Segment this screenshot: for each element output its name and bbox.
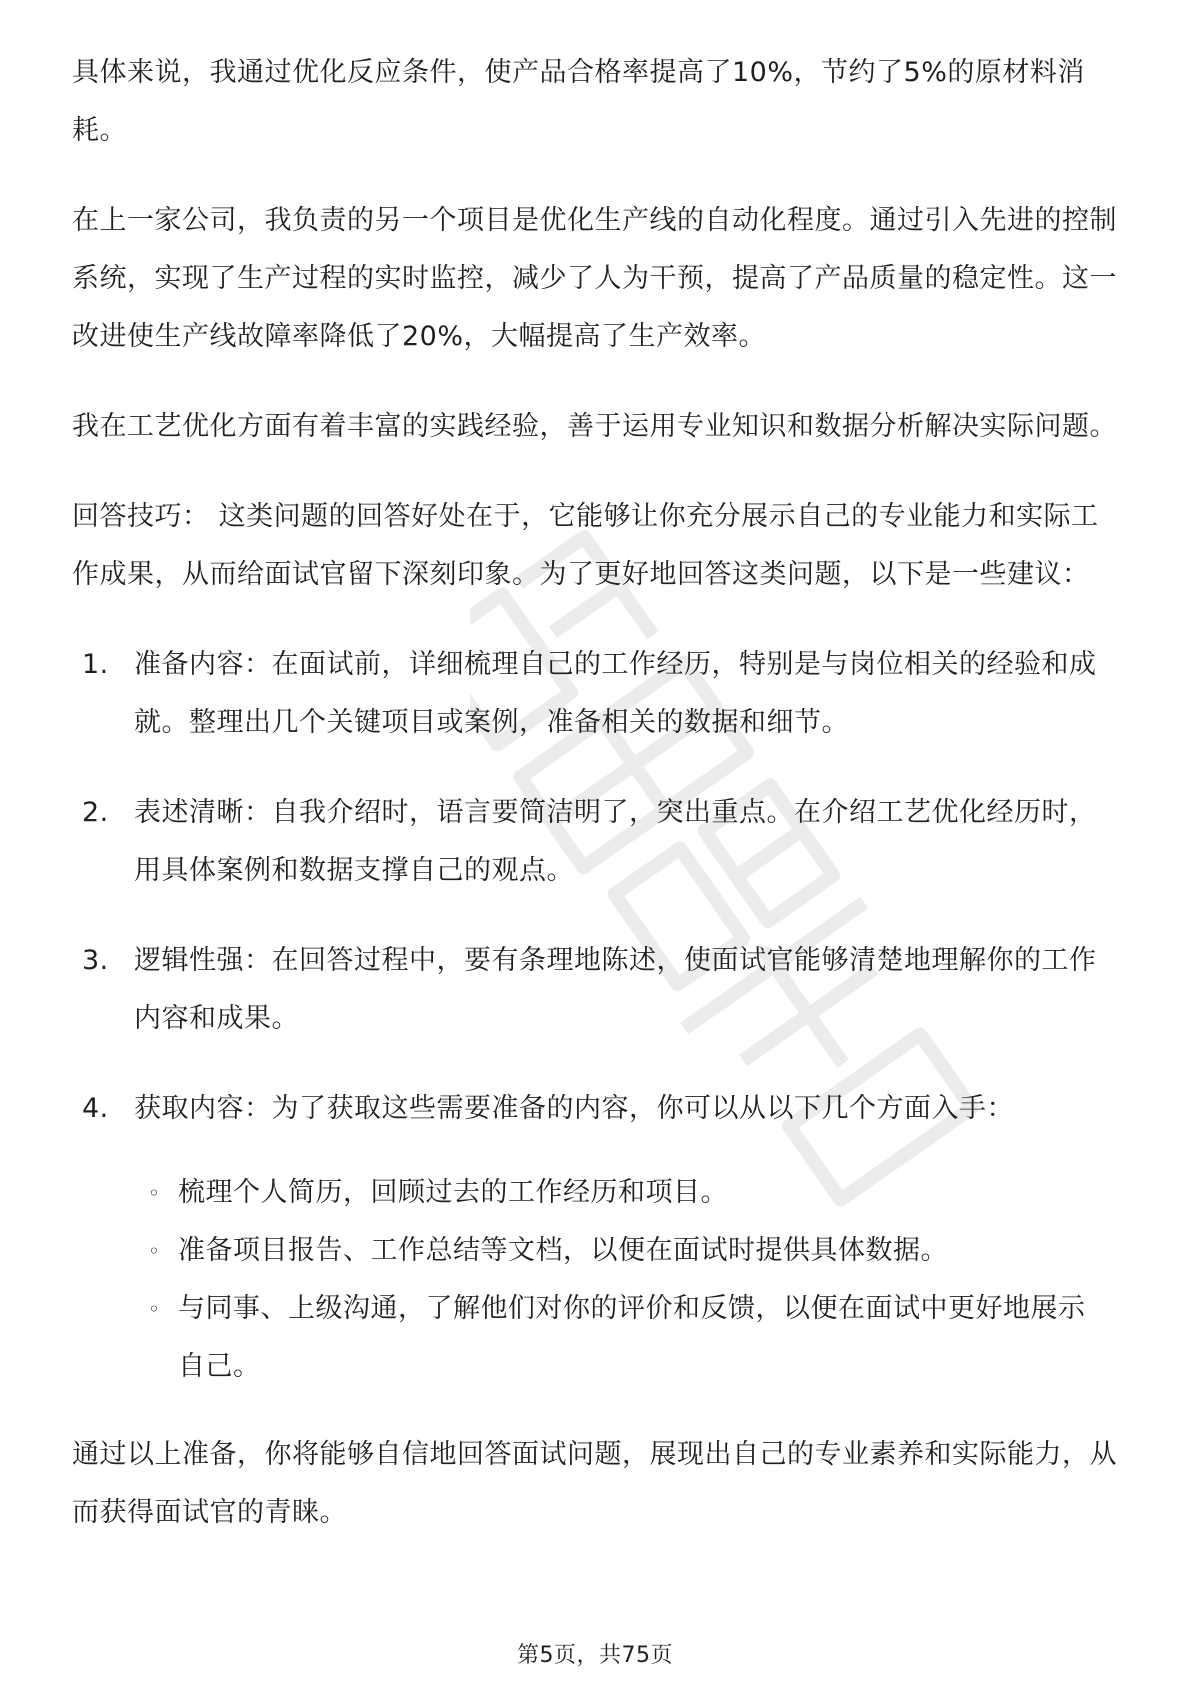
- list-number: 3.: [82, 945, 109, 976]
- paragraph-conclusion: 通过以上准备，你将能够自信地回答面试问题，展现出自己的专业素养和实际能力，从而获得面试官的青睐。: [72, 1439, 1117, 1528]
- bullet-icon: ◦: [148, 1181, 161, 1205]
- bullet-icon: ◦: [148, 1239, 161, 1263]
- list-item-text: 准备内容：在面试前，详细梳理自己的工作经历，特别是与岗位相关的经验和成就。整理出几个关键项目或案例，准备相关的数据和细节。: [134, 649, 1097, 738]
- sub-list: [72, 1164, 1118, 1396]
- list-item: [82, 932, 1118, 1048]
- list-number: 4.: [82, 1093, 109, 1124]
- list-item: [82, 636, 1118, 752]
- paragraph-automation-project: 在上一家公司，我负责的另一个项目是优化生产线的自动化程度。通过引入先进的控制系统，实现了生产过程的实时监控，减少了人为干预，提高了产品质量的稳定性。这一改进使生产线故障率降低了20%，大幅提高了生产效率。: [72, 205, 1117, 352]
- list-number: 2.: [82, 797, 109, 828]
- list-item: [82, 1080, 1118, 1138]
- list-item-text: 逻辑性强：在回答过程中，要有条理地陈述，使面试官能够清楚地理解你的工作内容和成果。: [134, 945, 1097, 1034]
- list-number: 1.: [82, 649, 109, 680]
- bullet-icon: ◦: [148, 1297, 161, 1321]
- paragraph-answer-tips: 回答技巧： 这类问题的回答好处在于，它能够让你充分展示自己的专业能力和实际工作成果，从而给面试官留下深刻印象。为了更好地回答这类问题，以下是一些建议：: [72, 501, 1099, 590]
- sub-list-item: [72, 1222, 1088, 1280]
- list-item: [82, 784, 1118, 900]
- sub-list-item: [72, 1280, 1088, 1396]
- sub-list-item-text: 与同事、上级沟通，了解他们对你的评价和反馈，以便在面试中更好地展示自己。: [178, 1293, 1086, 1382]
- sub-list-item-text: 梳理个人简历，回顾过去的工作经历和项目。: [178, 1177, 728, 1208]
- list-item-text: 获取内容：为了获取这些需要准备的内容，你可以从以下几个方面入手：: [134, 1093, 1014, 1124]
- page-number: 第5页，共75页: [517, 1643, 673, 1668]
- document-body: [72, 44, 1118, 1574]
- sub-list-item: [72, 1164, 1088, 1222]
- paragraph-experience: 我在工艺优化方面有着丰富的实践经验，善于运用专业知识和数据分析解决实际问题。: [72, 411, 1117, 442]
- paragraph-results: 具体来说，我通过优化反应条件，使产品合格率提高了10%，节约了5%的原材料消耗。: [72, 57, 1085, 146]
- sub-list-item-text: 准备项目报告、工作总结等文档，以便在面试时提供具体数据。: [178, 1235, 948, 1266]
- numbered-list: [72, 636, 1118, 1138]
- list-item-text: 表述清晰：自我介绍时，语言要简洁明了，突出重点。在介绍工艺优化经历时，用具体案例和数据支撑自己的观点。: [134, 797, 1097, 886]
